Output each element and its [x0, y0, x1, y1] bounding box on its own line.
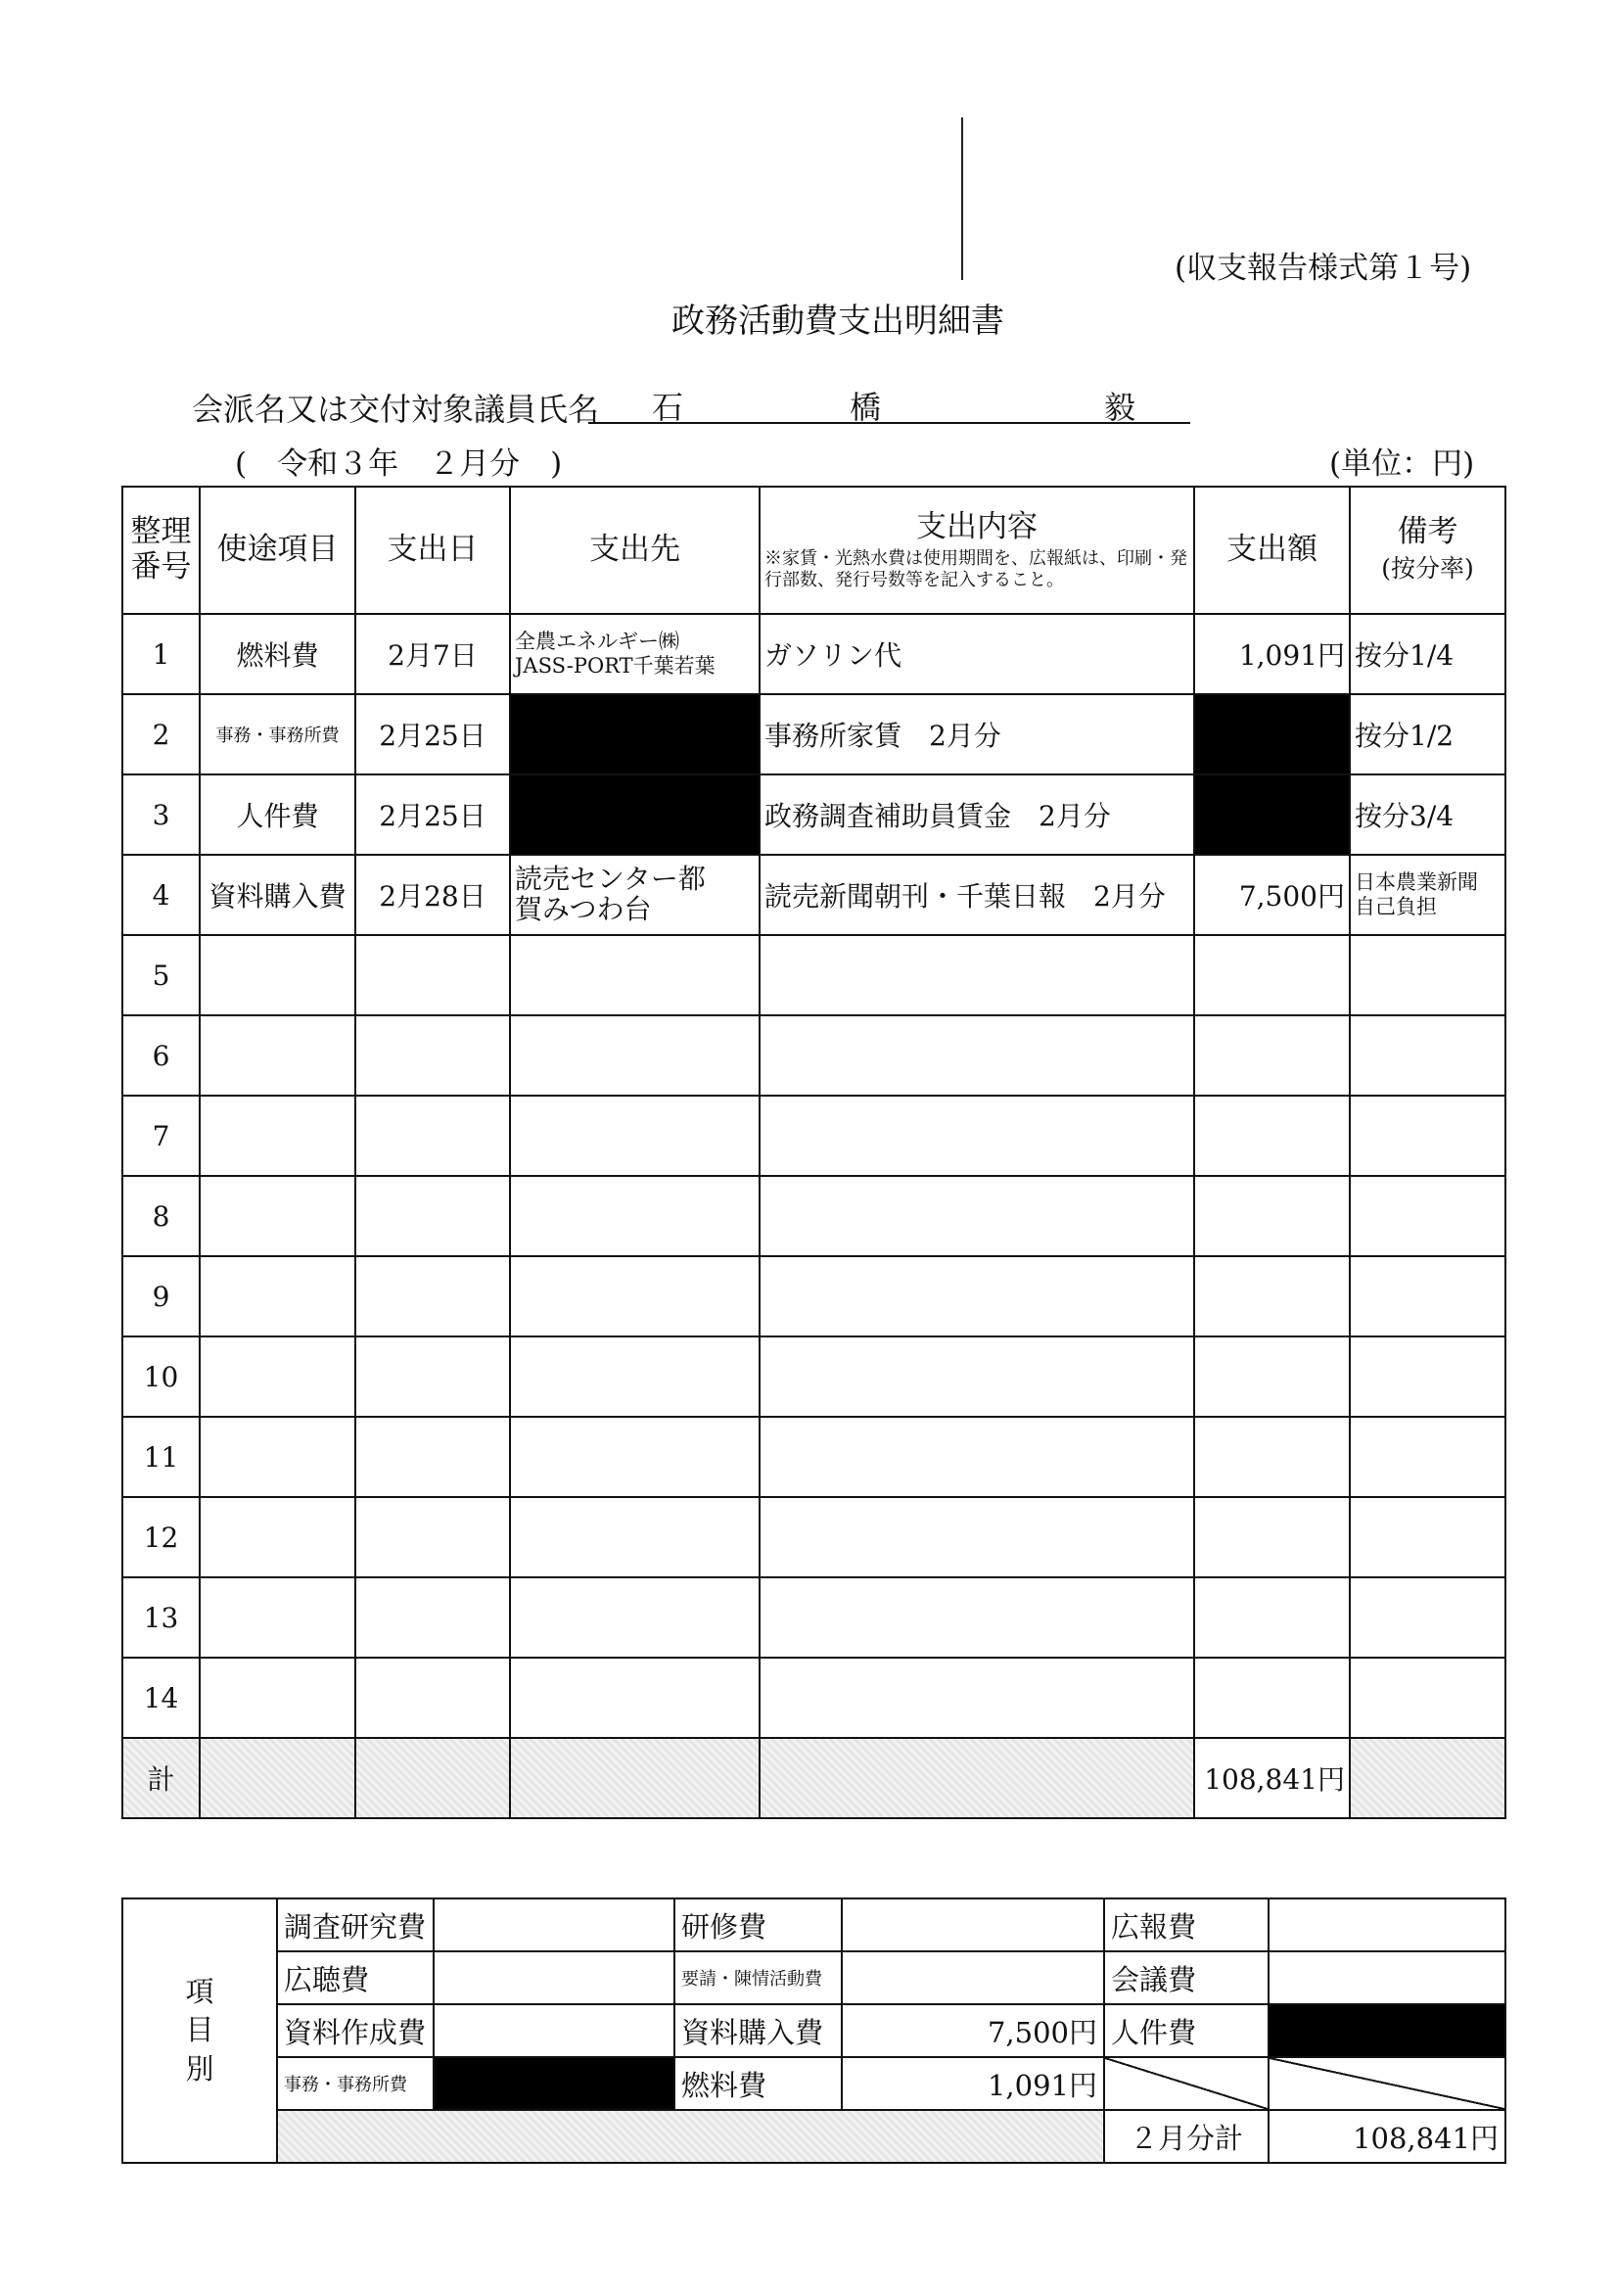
member-name-part: 石: [652, 389, 684, 426]
row-date: [355, 1497, 510, 1577]
table-row: [122, 1096, 1505, 1176]
row-remarks: 按分1/2: [1350, 694, 1505, 774]
total-label: 計: [122, 1738, 200, 1818]
row-remarks: [1350, 1096, 1505, 1176]
total-shaded-cell: [1350, 1738, 1505, 1818]
row-content: 事務所家賃 2月分: [760, 694, 1194, 774]
total-amount: 108,841円: [1194, 1738, 1350, 1818]
row-no: 14: [122, 1658, 200, 1738]
row-no: 2: [122, 694, 200, 774]
row-date: [355, 1176, 510, 1256]
row-amount: [1194, 1015, 1350, 1096]
summary-item-label: 資料作成費: [277, 2004, 434, 2057]
summary-row: [122, 2004, 1505, 2057]
row-no: 3: [122, 774, 200, 855]
table-row: [122, 1336, 1505, 1417]
row-date: 2月28日: [355, 855, 510, 935]
summary-item-label: 調査研究費: [277, 1898, 434, 1951]
row-payee: [510, 1015, 760, 1096]
row-remarks: [1350, 1577, 1505, 1658]
summary-item-value: [434, 1951, 674, 2004]
row-no: 13: [122, 1577, 200, 1658]
row-remarks: [1350, 1417, 1505, 1497]
row-payee: [510, 1497, 760, 1577]
row-category: [200, 1577, 355, 1658]
row-no: 10: [122, 1336, 200, 1417]
row-remarks: [1350, 1256, 1505, 1336]
row-content: 政務調査補助員賃金 2月分: [760, 774, 1194, 855]
redacted-amount: [1194, 774, 1350, 855]
row-remarks: [1350, 1176, 1505, 1256]
row-payee: 読売センター都 賀みつわ台: [510, 855, 760, 935]
table-row: [122, 694, 1505, 774]
summary-item-label: 広報費: [1104, 1898, 1269, 1951]
summary-item-value: [434, 2004, 674, 2057]
summary-item-label: 事務・事務所費: [277, 2057, 434, 2110]
unit-label: (単位：円): [1329, 446, 1475, 482]
row-content: [760, 1497, 1194, 1577]
row-remarks: [1350, 935, 1505, 1015]
row-date: [355, 1658, 510, 1738]
row-date: [355, 1256, 510, 1336]
summary-item-value: 7,500円: [842, 2004, 1104, 2057]
row-payee: [510, 1336, 760, 1417]
scan-vertical-line: [961, 117, 963, 280]
category-summary-table: [121, 1898, 1506, 2164]
summary-row: [122, 1951, 1505, 2004]
row-amount: [1194, 1096, 1350, 1176]
row-content: 読売新聞朝刊・千葉日報 2月分: [760, 855, 1194, 935]
total-shaded-cell: [200, 1738, 355, 1818]
row-amount: [1194, 1256, 1350, 1336]
summary-item-label: 会議費: [1104, 1951, 1269, 2004]
header-content: [760, 487, 1194, 614]
row-content: [760, 1096, 1194, 1176]
row-payee: [510, 935, 760, 1015]
summary-crossed-cell: [1269, 2057, 1505, 2110]
row-no: 7: [122, 1096, 200, 1176]
summary-side-label: 項 目 別: [122, 1898, 277, 2163]
row-date: [355, 1577, 510, 1658]
summary-item-label: 広聴費: [277, 1951, 434, 2004]
row-payee: [510, 1256, 760, 1336]
row-category: [200, 1176, 355, 1256]
row-content: [760, 1256, 1194, 1336]
header-no: 整理 番号: [122, 487, 200, 614]
row-date: [355, 1417, 510, 1497]
month-total-label: ２月分計: [1104, 2110, 1269, 2163]
table-row: [122, 1256, 1505, 1336]
summary-row: [122, 1898, 1505, 1951]
total-row: [122, 1738, 1505, 1818]
row-no: 4: [122, 855, 200, 935]
row-content: [760, 1336, 1194, 1417]
header-category: 使途項目: [200, 487, 355, 614]
summary-shaded-cell: [277, 2110, 1104, 2163]
row-date: [355, 935, 510, 1015]
row-date: [355, 1096, 510, 1176]
row-category: [200, 1096, 355, 1176]
total-shaded-cell: [760, 1738, 1194, 1818]
table-row: [122, 774, 1505, 855]
row-remarks: 按分1/4: [1350, 614, 1505, 694]
summary-item-label: 人件費: [1104, 2004, 1269, 2057]
summary-item-value: 1,091円: [842, 2057, 1104, 2110]
row-payee: 全農エネルギー㈱ JASS-PORT千葉若葉: [510, 614, 760, 694]
row-date: [355, 1336, 510, 1417]
header-amount: 支出額: [1194, 487, 1350, 614]
row-no: 11: [122, 1417, 200, 1497]
summary-total-row: [122, 2110, 1505, 2163]
row-remarks: [1350, 1497, 1505, 1577]
summary-item-value: [1269, 1898, 1505, 1951]
table-row: [122, 1417, 1505, 1497]
total-shaded-cell: [510, 1738, 760, 1818]
row-date: 2月7日: [355, 614, 510, 694]
row-remarks: 日本農業新聞 自己負担: [1350, 855, 1505, 935]
table-row: [122, 1015, 1505, 1096]
table-row: [122, 935, 1505, 1015]
row-amount: [1194, 1176, 1350, 1256]
row-category: [200, 1417, 355, 1497]
row-category: 資料購入費: [200, 855, 355, 935]
row-amount: 7,500円: [1194, 855, 1350, 935]
summary-crossed-cell: [1104, 2057, 1269, 2110]
redacted-summary-value: [434, 2057, 674, 2110]
summary-item-value: [1269, 1951, 1505, 2004]
summary-item-label: 研修費: [674, 1898, 842, 1951]
row-payee: [510, 1577, 760, 1658]
summary-item-label: 燃料費: [674, 2057, 842, 2110]
redacted-amount: [1194, 694, 1350, 774]
row-content: [760, 1577, 1194, 1658]
table-row: [122, 855, 1505, 935]
redacted-payee: [510, 774, 760, 855]
row-payee: [510, 1096, 760, 1176]
header-remarks-label: 備考: [1397, 514, 1458, 550]
row-no: 6: [122, 1015, 200, 1096]
total-shaded-cell: [355, 1738, 510, 1818]
summary-item-label: 資料購入費: [674, 2004, 842, 2057]
header-remarks-sub: (按分率): [1381, 554, 1474, 583]
row-date: 2月25日: [355, 774, 510, 855]
row-content: [760, 1176, 1194, 1256]
member-name-row: [192, 385, 1190, 428]
row-content: [760, 935, 1194, 1015]
row-no: 1: [122, 614, 200, 694]
row-remarks: 按分3/4: [1350, 774, 1505, 855]
row-category: 燃料費: [200, 614, 355, 694]
summary-item-value: [434, 1898, 674, 1951]
row-amount: [1194, 1658, 1350, 1738]
row-no: 9: [122, 1256, 200, 1336]
row-category: [200, 935, 355, 1015]
summary-item-label: 要請・陳情活動費: [674, 1951, 842, 2004]
header-content-label: 支出内容: [916, 508, 1038, 544]
redacted-summary-value: [1269, 2004, 1505, 2057]
row-amount: 1,091円: [1194, 614, 1350, 694]
row-category: [200, 1658, 355, 1738]
summary-item-value: [842, 1951, 1104, 2004]
table-row: [122, 1176, 1505, 1256]
row-content: ガソリン代: [760, 614, 1194, 694]
table-row: [122, 614, 1505, 694]
month-total-amount: 108,841円: [1269, 2110, 1505, 2163]
member-name-label: 会派名又は交付対象議員氏名: [192, 391, 600, 428]
summary-row: [122, 2057, 1505, 2110]
row-no: 5: [122, 935, 200, 1015]
table-row: [122, 1577, 1505, 1658]
redacted-payee: [510, 694, 760, 774]
row-category: [200, 1256, 355, 1336]
header-content-note: ※家賃・光熱水費は使用期間を、広報紙は、印刷・発行部数、発行号数等を記入すること。: [764, 548, 1187, 590]
row-amount: [1194, 1497, 1350, 1577]
row-category: 事務・事務所費: [200, 694, 355, 774]
row-payee: [510, 1658, 760, 1738]
row-amount: [1194, 1417, 1350, 1497]
row-date: 2月25日: [355, 694, 510, 774]
summary-item-value: [842, 1898, 1104, 1951]
row-category: [200, 1336, 355, 1417]
row-content: [760, 1658, 1194, 1738]
row-no: 8: [122, 1176, 200, 1256]
member-name-part: 毅: [1104, 389, 1136, 426]
table-row: [122, 1497, 1505, 1577]
row-category: [200, 1015, 355, 1096]
row-category: 人件費: [200, 774, 355, 855]
row-content: [760, 1015, 1194, 1096]
row-remarks: [1350, 1015, 1505, 1096]
expense-detail-table: [121, 486, 1506, 1819]
member-name-underline: [588, 422, 1190, 424]
header-payee: 支出先: [510, 487, 760, 614]
table-header-row: [122, 487, 1505, 614]
header-remarks: [1350, 487, 1505, 614]
row-category: [200, 1497, 355, 1577]
row-content: [760, 1417, 1194, 1497]
form-code: (収支報告様式第１号): [1175, 251, 1472, 286]
table-row: [122, 1658, 1505, 1738]
row-payee: [510, 1417, 760, 1497]
page-title: 政務活動費支出明細書: [671, 302, 1004, 341]
row-remarks: [1350, 1658, 1505, 1738]
report-period: ( 令和３年 ２月分 ): [235, 446, 563, 482]
header-date: 支出日: [355, 487, 510, 614]
row-remarks: [1350, 1336, 1505, 1417]
row-date: [355, 1015, 510, 1096]
row-amount: [1194, 935, 1350, 1015]
member-name-part: 橋: [850, 389, 882, 426]
row-no: 12: [122, 1497, 200, 1577]
row-payee: [510, 1176, 760, 1256]
row-amount: [1194, 1577, 1350, 1658]
row-amount: [1194, 1336, 1350, 1417]
